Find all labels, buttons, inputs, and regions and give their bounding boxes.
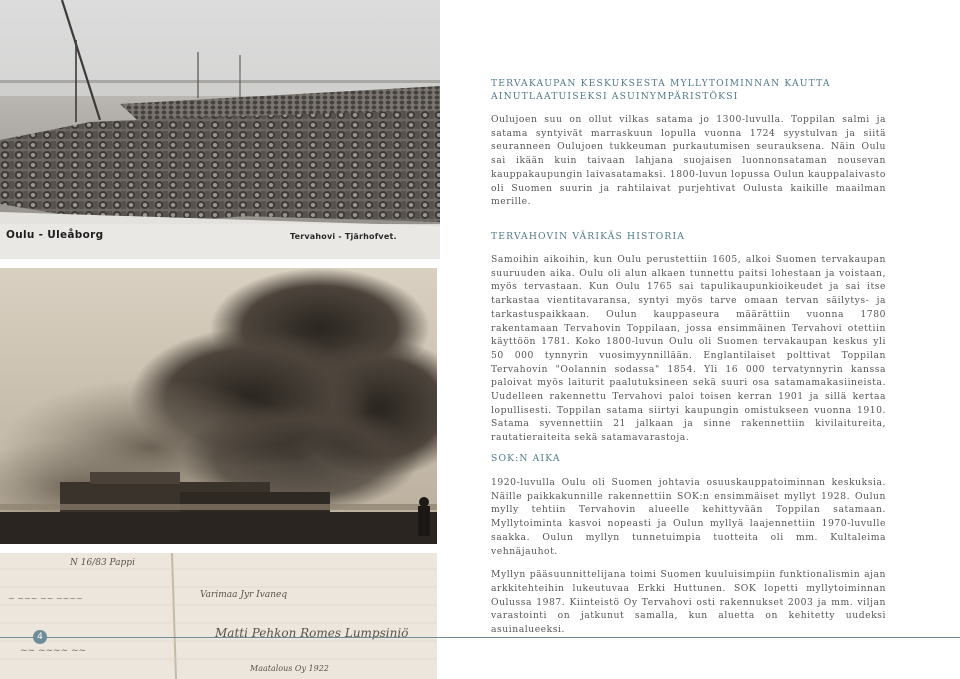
section-paragraph: Samoihin aikoihin, kun Oulu perustettiin 1605, alkoi Suomen tervakaupan suuruuden aika. Oulu oli alun alkaen tunnettu paitsi lohestaan ja voistaan, myös tervastaan. Kun Oulu 1765 sai tapulikaupunkioikeudet ja sai itse tarkastaa vientitavaransa, syntyi myös tarve omaan tervan säilytys- ja tarkastuspaikkaan. Oulun kauppaseura määrättiin vuonna 1780 rakentamaan Tervahovin Toppilaan, jossa ensimmäinen Tervahovi otettiin käyttöön 1781. Koko 1800-luvun Oulu oli Suomen tervakaupan keskus yli 50 000 tynnyrin vuosimyynnillään. Englantilaiset polttivat Toppilan Tervahovin "Oolannin sodassa" 1854. Yli 16 000 tervatynnyrin kanssa paloivat myös laiturit paalutuksineen sekä suuri osa satamamakasiineista. Uudelleen rakennettu Tervahovi paloi toisen kerran 1901 ja sillä kertaa lopullisesti. Toppilan satama siirtyi kaupungin omistukseen vuonna 1910. Satama syvennettiin 21 jalkaan ja sinne rakennettiin kivilaitureita, rautatieraiteita sekä satamavarastoja. [491, 254, 886, 444]
ledger-line-2: Matti Pehkon Romes Lumpsiniö [215, 626, 409, 640]
ledger-line-4: Maatalous Oy 1922 [250, 664, 329, 673]
tervahovi-fire-photo [0, 268, 437, 544]
page-number: 4 [33, 630, 47, 644]
photo-caption-title: Tervahovi - Tjärhofvet. [290, 232, 397, 241]
ledger-line-3: Varimaa Jyr Ivaneq [200, 590, 288, 600]
section-paragraph: Oulujoen suu on ollut vilkas satama jo 1300-luvulla. Toppilan salmi ja satama syntyivät marraskuun lopulla vuonna 1724 syystulvan ja siitä seuranneen Oulujoen tukkeuman purkautumisen seurauksena. Näin Oulu sai ikään kuin taivaan lahjana suojaisen luonnonsataman nousevan kauppakaupungin laivasatamaksi. 1800-luvun lopussa Oulun kauppalaivasto oli Suomen suurin ja rahtilaivat purjehtivat Oulusta kaikille maailman merille. [491, 114, 886, 208]
handwritten-ledger-photo [0, 553, 437, 679]
section-heading: TERVAKAUPAN KESKUKSESTA MYLLYTOIMINNAN KAUTTA AINUTLAATUISEKSI ASUINYMPÄRISTÖKSI [491, 78, 831, 102]
photo-caption-location: Oulu - Uleåborg [6, 229, 104, 241]
ledger-line-1: N 16/83 Pappi [70, 558, 135, 568]
section-tervahovi-history [491, 230, 886, 445]
harbor-barrels-photo [0, 0, 440, 259]
svg-text:~~ ~~~~ ~~: ~~ ~~~~ ~~ [20, 646, 87, 656]
section-paragraph: Myllyn pääsuunnittelijana toimi Suomen kuuluisimpiin funktionalismin ajan arkkitehteihin lukeutuvaa Erkki Huttunen. SOK lopetti myllytoiminnan Oulussa 1987. Kiinteistö Oy Tervahovi osti rakennukset 2003 ja mm. viljan varastointi on jatkunut samalla, kun aluetta on kehitetty uudeksi asuinalueeksi. [491, 569, 886, 636]
section-heading: TERVAHOVIN VÄRIKÄS HISTORIA [491, 231, 686, 242]
section-heading: SOK:N AIKA [491, 453, 561, 464]
section-sok-era [491, 452, 886, 637]
svg-text:~ ~~~ ~~ ~~~~: ~ ~~~ ~~ ~~~~ [8, 594, 83, 603]
section-harbor-history [491, 77, 886, 209]
footer-rule [0, 637, 960, 638]
section-paragraph: 1920-luvulla Oulu oli Suomen johtavia osuuskauppatoiminnan keskuksia. Näille paikkakunnille rakennettiin SOK:n ensimmäiset myllyt 1928. Oulun mylly tehtiin Tervahovin alueelle kehittyvään Toppilan satamaan. Myllytoiminta kasvoi nopeasti ja Oulun myllyä laajennettiin 1970-luvulle saakka. Oulun myllyn tunnetuimpia tuotteita oli mm. Kultaleima vehnäjauhot. [491, 477, 886, 557]
